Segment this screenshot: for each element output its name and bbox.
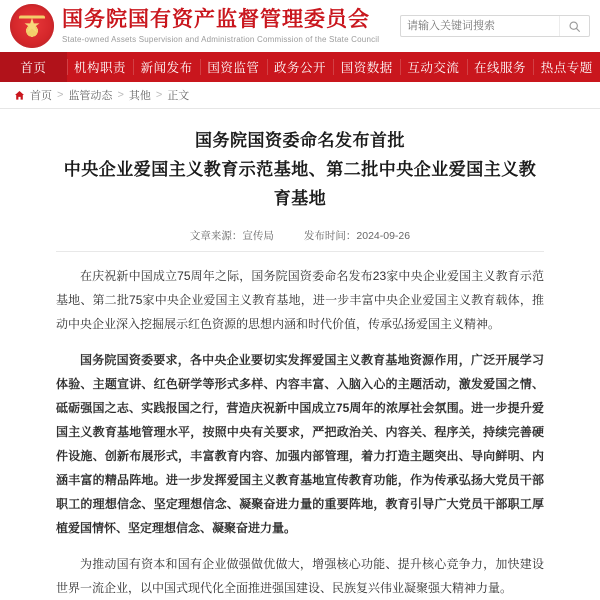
article-date-label: 发布时间：: [303, 229, 357, 242]
page-title: [56, 127, 544, 214]
site-title: 国务院国有资产监督管理委员会: [62, 7, 370, 31]
article-body: [56, 264, 544, 600]
nav-item-6[interactable]: 互动交流: [400, 52, 467, 82]
home-icon: [14, 90, 25, 101]
article-source-value: 宣传局: [242, 229, 274, 242]
nav-item-2[interactable]: 新闻发布: [133, 52, 200, 82]
search-box[interactable]: [400, 15, 590, 37]
nav-item-5[interactable]: 国资数据: [333, 52, 400, 82]
breadcrumb-item-1[interactable]: 监管动态: [68, 90, 113, 102]
article-date-value: 2024-09-26: [356, 229, 411, 242]
meta-divider: [56, 251, 544, 252]
site-header: [0, 0, 600, 52]
site-subtitle: State-owned Assets Supervision and Administration Commission of the State Council: [62, 35, 380, 45]
search-input[interactable]: [401, 16, 559, 36]
article-paragraph-1: 国务院国资委要求，各中央企业要切实发挥爱国主义教育基地资源作用，广泛开展学习体验、主题宣讲、红色研学等形式多样、内容丰富、入脑入心的主题活动，激发爱国之情、砥砺强国之志、实践报国之行，营造庆祝新中国成立75周年的浓厚社会氛围。进一步提升爱国主义教育基地管理水平，按照中央有关要求，严把政治关、内容关、程序关，持续完善硬件设施、创新布展形式，丰富教育内容、加强内部管理，着力打造主题突出、导向鲜明、内涵丰富的精品阵地。进一步发挥爱国主义教育基地宣传教育功能，作为传承弘扬大党员干部职工的理想信念、坚定理想信念、凝聚奋进力量的重要阵地，教育引导广大党员干部职工厚植爱国情怀、坚定理想信念、凝聚奋进力量。: [56, 352, 544, 535]
breadcrumb-item-3: 正文: [167, 90, 190, 102]
breadcrumb-separator-2: >: [155, 89, 163, 101]
article-meta: [56, 228, 544, 251]
article-date: [304, 228, 410, 243]
article-title-line-2: 中央企业爱国主义教育示范基地、第二批中央企业爱国主义教育基地: [63, 159, 537, 208]
breadcrumb: [0, 82, 600, 109]
article-paragraph-0: 在庆祝新中国成立75周年之际，国务院国资委命名发布23家中央企业爱国主义教育示范基地、第二批75家中央企业爱国主义教育基地，进一步丰富中央企业爱国主义教育载体，推动中央企业深入挖掘展示红色资源的思想内涵和时代价值，传承弘扬爱国主义精神。: [56, 268, 544, 331]
nav-item-1[interactable]: 机构职责: [67, 52, 134, 82]
breadcrumb-item-0[interactable]: 首页: [30, 90, 52, 102]
breadcrumb-item-2[interactable]: 其他: [128, 90, 151, 102]
nav-item-7[interactable]: 在线服务: [467, 52, 534, 82]
search-button[interactable]: [559, 16, 589, 36]
nav-item-4[interactable]: 政务公开: [267, 52, 334, 82]
breadcrumb-separator-0: >: [57, 89, 64, 101]
national-emblem-icon: [10, 4, 54, 48]
article-source-label: 文章来源：: [189, 229, 243, 242]
nav-item-8[interactable]: 热点专题: [533, 52, 600, 82]
article-paragraph-2: 为推动国有资本和国有企业做强做优做大，增强核心功能、提升核心竞争力，加快建设世界一流企业，以中国式现代化全面推进强国建设、民族复兴伟业凝聚强大精神力量。: [56, 556, 544, 595]
nav-item-3[interactable]: 国资监管: [200, 52, 267, 82]
breadcrumb-separator-1: >: [117, 89, 124, 101]
header-right: [400, 15, 590, 37]
nav-item-0[interactable]: 首页: [0, 52, 67, 82]
article: [0, 109, 600, 600]
article-title-line-1: 国务院国资委命名发布首批: [195, 131, 405, 150]
main-nav: [0, 52, 600, 82]
article-source: [190, 228, 274, 243]
search-icon: [568, 20, 581, 33]
site-identity: [62, 8, 379, 44]
